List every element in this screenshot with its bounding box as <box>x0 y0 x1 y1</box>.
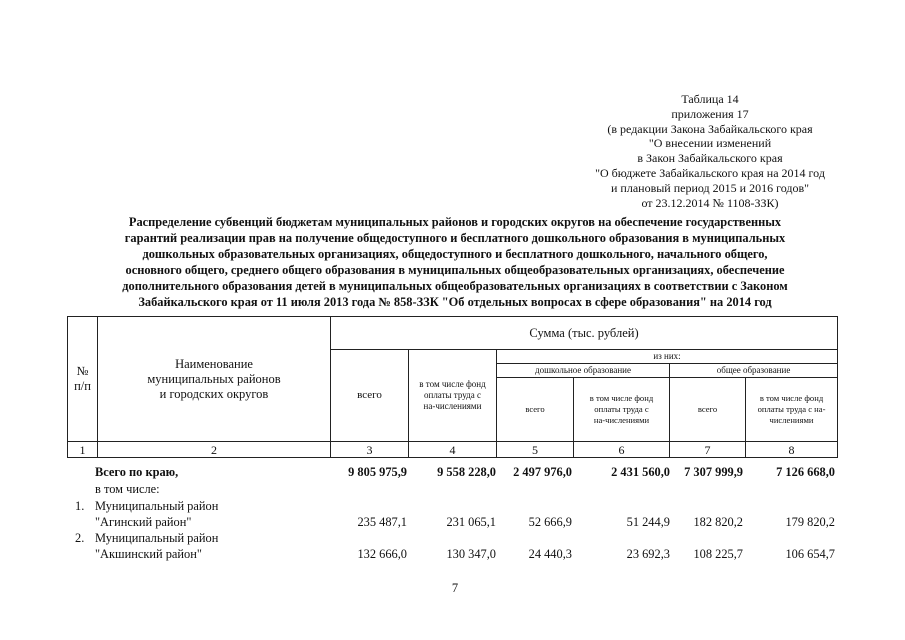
header-name-line: Наименование <box>175 356 253 371</box>
table-row <box>67 464 837 480</box>
row-value-general-total: 7 307 999,9 <box>684 465 743 479</box>
appendix-reference <box>560 92 860 210</box>
title-line: дошкольных образовательных организациях, общедоступного и бесплатного дошкольного, начального общего, <box>142 247 768 261</box>
row-value-total: 235 487,1 <box>357 515 407 529</box>
table-row <box>67 498 837 514</box>
title-line: дополнительного образования детей в муниципальных общеобразовательных организациях в соответствии с Законом <box>122 279 788 293</box>
row-name: "Агинский район" <box>95 515 192 529</box>
table-row <box>67 530 837 546</box>
row-value-general-payroll: 7 126 668,0 <box>776 465 835 479</box>
header-name <box>98 317 331 442</box>
reference-line: "О внесении изменений <box>648 136 772 151</box>
row-value-preschool-payroll: 51 244,9 <box>626 515 670 529</box>
reference-line: и плановый период 2015 и 2016 годов" <box>610 180 810 195</box>
column-number: 1 <box>68 442 98 458</box>
title-line: Забайкальского края от 11 июля 2013 года № 858-ЗЗК "Об отдельных вопросах в сфере образования" на 2014 год <box>138 295 772 309</box>
header-general: общее образование <box>670 364 838 378</box>
column-number: 3 <box>331 442 409 458</box>
reference-line: "О бюджете Забайкальского края на 2014 год <box>595 165 825 180</box>
reference-line: приложения 17 <box>671 106 749 121</box>
row-value-payroll: 231 065,1 <box>446 515 496 529</box>
title-line: основного общего, среднего общего образования в муниципальных общеобразовательных организациях, обеспечение <box>125 263 785 277</box>
header-num: № п/п <box>68 317 98 442</box>
row-name: "Акшинский район" <box>95 547 202 561</box>
row-value-general-payroll: 179 820,2 <box>785 515 835 529</box>
header-name-line: и городских округов <box>159 386 269 401</box>
row-name: Муниципальный район <box>95 499 219 513</box>
row-value-general-total: 182 820,2 <box>693 515 743 529</box>
row-value-total: 9 805 975,9 <box>348 465 407 479</box>
row-name: в том числе: <box>95 482 160 496</box>
row-name: Всего по краю, <box>95 465 179 479</box>
row-value-preschool-total: 2 497 976,0 <box>513 465 572 479</box>
row-value-general-payroll: 106 654,7 <box>785 547 835 561</box>
reference-line: от 23.12.2014 № 1108-ЗЗК) <box>641 195 779 210</box>
header-total: всего <box>331 350 409 442</box>
row-index: 1. <box>75 499 85 513</box>
header-of-them: из них: <box>497 350 838 364</box>
row-value-preschool-payroll: 23 692,3 <box>626 547 670 561</box>
row-value-preschool-total: 52 666,9 <box>528 515 572 529</box>
header-general-payroll: в том числе фонд оплаты труда с на-числениями <box>746 378 838 442</box>
column-number: 6 <box>574 442 670 458</box>
header-sum: Сумма (тыс. рублей) <box>331 317 838 350</box>
row-value-preschool-payroll: 2 431 560,0 <box>611 465 670 479</box>
table-row <box>67 481 837 497</box>
row-value-general-total: 108 225,7 <box>693 547 743 561</box>
row-name: Муниципальный район <box>95 531 219 545</box>
column-number: 2 <box>98 442 331 458</box>
column-number: 8 <box>746 442 838 458</box>
page-number: 7 <box>451 581 459 595</box>
table-row <box>67 514 837 530</box>
header-general-total: всего <box>670 378 746 442</box>
table-row <box>67 546 837 562</box>
subvention-table-header <box>67 316 838 458</box>
row-value-total: 132 666,0 <box>357 547 407 561</box>
column-number: 4 <box>409 442 497 458</box>
reference-line: Таблица 14 <box>681 92 739 106</box>
column-number: 5 <box>497 442 574 458</box>
row-value-payroll: 9 558 228,0 <box>437 465 496 479</box>
column-number: 7 <box>670 442 746 458</box>
row-value-preschool-total: 24 440,3 <box>528 547 572 561</box>
row-index: 2. <box>75 531 85 545</box>
reference-line: в Закон Забайкальского края <box>637 151 783 166</box>
reference-line: (в редакции Закона Забайкальского края <box>607 121 813 136</box>
title-line: Распределение субвенций бюджетам муниципальных районов и городских округов на обеспечение государственных <box>128 215 782 229</box>
header-preschool-total: всего <box>497 378 574 442</box>
header-name-line: муниципальных районов <box>147 371 281 386</box>
document-title <box>70 214 840 310</box>
row-value-payroll: 130 347,0 <box>446 547 496 561</box>
title-line: гарантий реализации прав на получение общедоступного и бесплатного дошкольного образования в муниципальных <box>124 231 786 245</box>
header-preschool: дошкольное образование <box>497 364 670 378</box>
header-payroll: в том числе фонд оплаты труда с на-числениями <box>409 350 497 442</box>
header-preschool-payroll: в том числе фонд оплаты труда с на-числениями <box>574 378 670 442</box>
